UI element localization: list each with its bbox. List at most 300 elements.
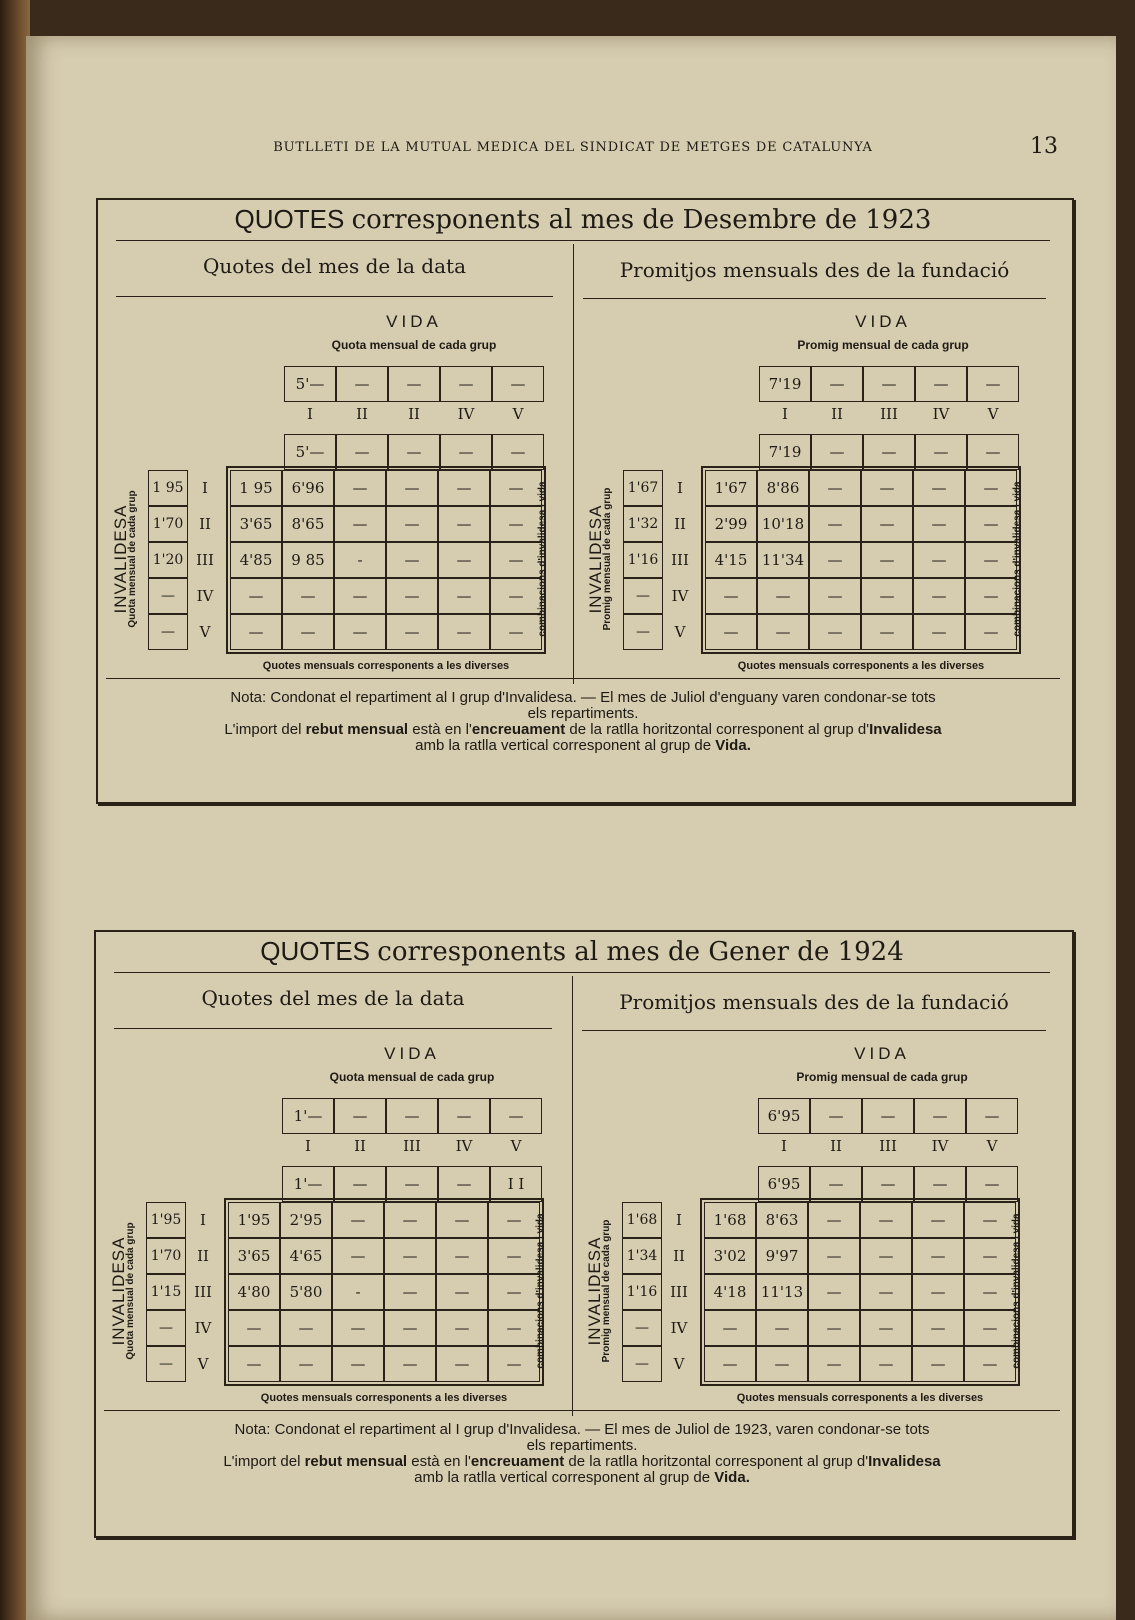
right-vida-row2-cell: 6'95 <box>758 1166 810 1202</box>
right-invalidesa-label: INVALIDESA <box>586 504 605 614</box>
right-combination-cell: — <box>860 1238 912 1274</box>
left-combination-cell: — <box>334 614 386 650</box>
left-vida-row-cell: — <box>334 1098 386 1134</box>
left-inv-group-label: I <box>202 479 208 497</box>
right-vida-row-cell: — <box>967 366 1019 402</box>
right-roman-row-cell: IV <box>931 1137 949 1155</box>
left-vida-row-cell: — <box>440 366 492 402</box>
right-inv-quota-cell: 1'67 <box>623 470 663 506</box>
right-roman-row-cell: II <box>830 1137 842 1155</box>
left-combination-cell: — <box>488 1238 540 1274</box>
right-vida-row-cell: — <box>810 1098 862 1134</box>
left-inv-group-label: V <box>197 1355 209 1373</box>
nota-line-1 <box>104 1422 1060 1438</box>
left-combination-cell: — <box>436 1310 488 1346</box>
nota-fragment: amb la ratlla vertical corresponent al grup de <box>414 1469 715 1486</box>
page-number: 13 <box>1030 134 1058 159</box>
right-roman-row-cell: III <box>880 405 898 423</box>
left-combination-cell: - <box>334 542 386 578</box>
left-combination-cell: — <box>436 1274 488 1310</box>
right-roman-row-cell: I <box>782 405 788 423</box>
right-combination-cell: — <box>964 1202 1016 1238</box>
right-combination-cell: — <box>756 1346 808 1382</box>
left-roman-row-cell: II <box>354 1137 366 1155</box>
left-inv-quota-cell: 1'95 <box>146 1202 186 1238</box>
left-combination-cell: — <box>488 1274 540 1310</box>
right-combination-cell: — <box>965 614 1017 650</box>
right-combination-cell: — <box>861 470 913 506</box>
left-inv-quota-cell: — <box>148 578 188 614</box>
right-combination-cell: — <box>965 542 1017 578</box>
left-vida-row2-cell: 5'— <box>284 434 336 470</box>
right-combination-cell: 1'67 <box>705 470 757 506</box>
nota-fragment: de la ratlla horitzontal corresponent al grup d' <box>565 721 870 738</box>
left-heading: Quotes del mes de la data <box>203 254 466 278</box>
right-combination-cell: — <box>860 1202 912 1238</box>
left-inv-quota-cell: 1'70 <box>148 506 188 542</box>
right-inv-quota-cell: — <box>622 1346 662 1382</box>
left-combination-cell: 8'65 <box>282 506 334 542</box>
right-combination-cell: — <box>861 578 913 614</box>
title-rule <box>116 240 1050 241</box>
left-vida-sub: Quota mensual de cada grup <box>331 338 497 352</box>
left-combination-cell: — <box>436 1238 488 1274</box>
nota-block <box>106 690 1060 754</box>
left-combination-cell: — <box>438 506 490 542</box>
right-combination-cell: 3'02 <box>704 1238 756 1274</box>
right-footer-caption: Quotes mensuals corresponents a les diverses <box>737 660 985 672</box>
left-combination-cell: 2'95 <box>280 1202 332 1238</box>
right-inv-group-label: II <box>673 1247 685 1265</box>
left-invalidesa-label: INVALIDESA <box>111 504 130 614</box>
right-vida-sub: Promig mensual de cada grup <box>796 1070 968 1084</box>
right-combination-cell: 11'34 <box>757 542 809 578</box>
right-combination-cell: — <box>913 506 965 542</box>
right-combination-cell: — <box>912 1238 964 1274</box>
left-combination-cell: — <box>490 506 542 542</box>
left-combination-cell: — <box>332 1346 384 1382</box>
left-combination-cell: — <box>384 1346 436 1382</box>
left-combinacions-label: combinacions d'invalidesa i vida <box>535 1213 546 1369</box>
nota-fragment: Invalidesa <box>868 1453 941 1470</box>
right-combination-cell: — <box>912 1346 964 1382</box>
left-roman-row-cell: IV <box>457 405 475 423</box>
right-combination-cell: — <box>964 1310 1016 1346</box>
right-combination-cell: — <box>913 578 965 614</box>
left-combination-cell: — <box>386 470 438 506</box>
right-combination-cell: — <box>860 1346 912 1382</box>
left-vida-row-cell: — <box>336 366 388 402</box>
panel-title <box>94 936 1070 967</box>
right-combination-cell: — <box>704 1346 756 1382</box>
right-roman-row-cell: IV <box>932 405 950 423</box>
right-combinacions-label: combinacions d'invalidesa i vida <box>1012 481 1023 637</box>
right-combination-cell: — <box>809 578 861 614</box>
left-roman-row-cell: V <box>510 1137 522 1155</box>
right-vida-row2-cell: — <box>810 1166 862 1202</box>
nota-line-1 <box>106 690 1060 706</box>
right-combination-cell: — <box>964 1238 1016 1274</box>
left-combination-cell: — <box>386 578 438 614</box>
right-inv-quota-cell: 1'68 <box>622 1202 662 1238</box>
left-combination-cell: — <box>490 470 542 506</box>
left-vida-label: VIDA <box>384 1044 440 1063</box>
center-divider <box>573 244 574 684</box>
right-invalidesa-sub: Promig mensual de cada grup <box>601 1219 612 1363</box>
right-combination-cell: — <box>912 1274 964 1310</box>
right-roman-row-cell: I <box>781 1137 787 1155</box>
left-vida-row-cell: 1'— <box>282 1098 334 1134</box>
nota-line-4 <box>106 738 1060 754</box>
left-vida-row2-cell: — <box>492 434 544 470</box>
left-combination-cell: — <box>282 614 334 650</box>
right-combinacions-label: combinacions d'invalidesa i vida <box>1011 1213 1022 1369</box>
right-combination-cell: — <box>808 1346 860 1382</box>
left-vida-row2-cell: — <box>440 434 492 470</box>
right-roman-row-cell: III <box>879 1137 897 1155</box>
right-invalidesa-label: INVALIDESA <box>585 1236 604 1346</box>
nota-label: Nota: <box>234 1421 271 1438</box>
left-combination-cell: 4'80 <box>228 1274 280 1310</box>
right-combination-cell: — <box>913 614 965 650</box>
nota-line-2: els repartiments. <box>526 1437 638 1454</box>
right-vida-label: VIDA <box>855 312 911 331</box>
nota-fragment: encreuament <box>470 1453 565 1470</box>
left-inv-group-label: II <box>197 1247 209 1265</box>
left-combination-cell: — <box>334 578 386 614</box>
nota-fragment: rebut mensual <box>304 1453 408 1470</box>
right-inv-group-label: V <box>674 623 686 641</box>
right-roman-row-cell: V <box>986 1137 998 1155</box>
left-combination-cell: — <box>334 506 386 542</box>
left-combination-cell: — <box>384 1274 436 1310</box>
right-combination-cell: — <box>809 542 861 578</box>
right-combination-cell: — <box>808 1202 860 1238</box>
left-vida-label: VIDA <box>386 312 442 331</box>
left-combination-cell: 9 85 <box>282 542 334 578</box>
right-inv-group-label: V <box>673 1355 685 1373</box>
right-combination-cell: — <box>861 542 913 578</box>
right-vida-row2-cell: — <box>967 434 1019 470</box>
nota-block <box>104 1422 1060 1486</box>
nota-fragment: Invalidesa <box>869 721 942 738</box>
nota-fragment: L'import del <box>224 721 306 738</box>
right-vida-row2-cell: — <box>862 1166 914 1202</box>
right-combination-cell: — <box>705 578 757 614</box>
right-combination-cell: — <box>964 1346 1016 1382</box>
right-invalidesa-sub: Promig mensual de cada grup <box>602 487 613 631</box>
right-heading: Promitjos mensuals des de la fundació <box>619 258 1010 282</box>
left-combination-cell: — <box>228 1310 280 1346</box>
nota-fragment: de la ratlla horitzontal corresponent al grup d' <box>564 1453 869 1470</box>
right-combination-cell: 4'18 <box>704 1274 756 1310</box>
left-combination-cell: — <box>436 1202 488 1238</box>
right-inv-group-label: II <box>674 515 686 533</box>
right-inv-group-label: III <box>670 1283 688 1301</box>
right-vida-row2-cell: 7'19 <box>759 434 811 470</box>
left-combination-cell: — <box>490 614 542 650</box>
right-combination-cell: — <box>913 470 965 506</box>
right-vida-row-cell: — <box>966 1098 1018 1134</box>
left-combination-cell: — <box>438 578 490 614</box>
left-roman-row-cell: V <box>512 405 524 423</box>
left-heading-rule <box>116 296 553 297</box>
left-combination-cell: — <box>386 614 438 650</box>
nota-fragment: està en l' <box>407 1453 471 1470</box>
right-combination-cell: — <box>809 470 861 506</box>
nota-text-1: Condonat el repartiment al I grup d'Invalidesa. — El mes de Juliol de 1923, varen condonar-se tots <box>274 1421 930 1438</box>
left-combination-cell: — <box>332 1202 384 1238</box>
left-invalidesa-label: INVALIDESA <box>109 1236 128 1346</box>
right-combination-cell: 8'63 <box>756 1202 808 1238</box>
right-heading-rule <box>583 298 1046 299</box>
left-roman-row-cell: I <box>305 1137 311 1155</box>
left-vida-row2-cell: — <box>388 434 440 470</box>
left-inv-quota-cell: 1 95 <box>148 470 188 506</box>
right-combination-cell: — <box>704 1310 756 1346</box>
left-combination-cell: — <box>280 1346 332 1382</box>
left-inv-group-label: IV <box>196 587 214 605</box>
left-combination-cell: — <box>438 542 490 578</box>
left-combination-cell: 3'65 <box>230 506 282 542</box>
right-combination-cell: — <box>913 542 965 578</box>
right-inv-group-label: I <box>677 479 683 497</box>
left-roman-row-cell: IV <box>455 1137 473 1155</box>
right-heading-rule <box>582 1030 1046 1031</box>
left-combination-cell: 6'96 <box>282 470 334 506</box>
right-vida-row-cell: 6'95 <box>758 1098 810 1134</box>
panel-title-word: QUOTES <box>260 936 371 966</box>
right-vida-row-cell: — <box>811 366 863 402</box>
right-combination-cell: — <box>705 614 757 650</box>
left-inv-group-label: II <box>199 515 211 533</box>
left-vida-row-cell: — <box>438 1098 490 1134</box>
right-vida-row2-cell: — <box>811 434 863 470</box>
right-vida-row-cell: — <box>863 366 915 402</box>
right-vida-row2-cell: — <box>966 1166 1018 1202</box>
nota-line-2: els repartiments. <box>527 705 639 722</box>
right-combination-cell: — <box>965 470 1017 506</box>
nota-line-3 <box>106 722 1060 738</box>
left-inv-quota-cell: 1'15 <box>146 1274 186 1310</box>
right-combination-cell: — <box>808 1274 860 1310</box>
left-vida-sub: Quota mensual de cada grup <box>329 1070 495 1084</box>
left-combination-cell: — <box>488 1310 540 1346</box>
left-roman-row-cell: III <box>403 1137 421 1155</box>
right-vida-row2-cell: — <box>863 434 915 470</box>
right-roman-row-cell: V <box>987 405 999 423</box>
center-divider <box>572 976 573 1416</box>
left-vida-row2-cell: — <box>336 434 388 470</box>
left-vida-row-cell: — <box>386 1098 438 1134</box>
left-combination-cell: 4'85 <box>230 542 282 578</box>
right-combination-cell: — <box>756 1310 808 1346</box>
right-combination-cell: — <box>861 506 913 542</box>
right-combination-cell: 8'86 <box>757 470 809 506</box>
nota-fragment: amb la ratlla vertical corresponent al grup de <box>415 737 716 754</box>
right-inv-quota-cell: — <box>622 1310 662 1346</box>
left-inv-quota-cell: — <box>148 614 188 650</box>
right-vida-row-cell: 7'19 <box>759 366 811 402</box>
left-combination-cell: — <box>386 542 438 578</box>
nota-fragment: Vida. <box>714 1469 750 1486</box>
left-combination-cell: — <box>282 578 334 614</box>
left-invalidesa-sub: Quota mensual de cada grup <box>125 1222 136 1360</box>
left-combination-cell: — <box>332 1238 384 1274</box>
left-inv-group-label: IV <box>194 1319 212 1337</box>
right-combination-cell: 2'99 <box>705 506 757 542</box>
right-heading: Promitjos mensuals des de la fundació <box>619 990 1009 1014</box>
right-combination-cell: — <box>861 614 913 650</box>
right-combination-frame <box>701 466 1021 654</box>
right-combination-cell: — <box>965 506 1017 542</box>
left-combinacions-label: combinacions d'invalidesa i vida <box>537 481 548 637</box>
left-combination-cell: — <box>280 1310 332 1346</box>
left-combination-cell: — <box>230 614 282 650</box>
left-inv-group-label: III <box>196 551 214 569</box>
left-combination-cell: — <box>386 506 438 542</box>
right-combination-cell: — <box>964 1274 1016 1310</box>
left-combination-cell: — <box>230 578 282 614</box>
left-vida-row-cell: — <box>490 1098 542 1134</box>
right-combination-frame <box>700 1198 1020 1386</box>
left-vida-row-cell: — <box>388 366 440 402</box>
right-combination-cell: — <box>809 506 861 542</box>
left-combination-cell: — <box>438 470 490 506</box>
right-inv-quota-cell: — <box>623 614 663 650</box>
left-inv-group-label: I <box>200 1211 206 1229</box>
left-combination-cell: 5'80 <box>280 1274 332 1310</box>
right-inv-group-label: IV <box>671 587 689 605</box>
right-combination-cell: — <box>757 614 809 650</box>
right-combination-cell: — <box>860 1310 912 1346</box>
left-vida-row-cell: 5'— <box>284 366 336 402</box>
right-footer-caption: Quotes mensuals corresponents a les diverses <box>736 1392 984 1404</box>
left-combination-cell: — <box>490 542 542 578</box>
right-vida-row-cell: — <box>915 366 967 402</box>
panel-title <box>96 204 1070 235</box>
left-vida-row2-cell: — <box>438 1166 490 1202</box>
right-combination-cell: — <box>757 578 809 614</box>
right-combination-cell: — <box>808 1310 860 1346</box>
panel-title-word: QUOTES <box>234 204 345 234</box>
nota-line-4 <box>104 1470 1060 1486</box>
left-roman-row-cell: II <box>408 405 420 423</box>
left-combination-cell: — <box>436 1346 488 1382</box>
right-combination-cell: 11'13 <box>756 1274 808 1310</box>
left-inv-group-label: V <box>199 623 211 641</box>
left-combination-cell: — <box>332 1310 384 1346</box>
left-combination-cell: — <box>384 1202 436 1238</box>
left-combination-cell: — <box>228 1346 280 1382</box>
left-inv-quota-cell: — <box>146 1310 186 1346</box>
left-roman-row-cell: I <box>307 405 313 423</box>
left-heading-rule <box>114 1028 552 1029</box>
right-combination-cell: — <box>809 614 861 650</box>
left-roman-row-cell: II <box>356 405 368 423</box>
title-rule <box>114 972 1050 973</box>
nota-rule <box>106 678 1060 679</box>
left-combination-cell: - <box>332 1274 384 1310</box>
nota-fragment: L'import del <box>223 1453 305 1470</box>
panel-title-rest: corresponents al mes de Gener de 1924 <box>377 937 904 967</box>
right-combination-cell: — <box>912 1310 964 1346</box>
right-combination-cell: — <box>860 1274 912 1310</box>
right-inv-group-label: IV <box>670 1319 688 1337</box>
left-combination-cell: 1'95 <box>228 1202 280 1238</box>
left-combination-cell: 3'65 <box>228 1238 280 1274</box>
left-vida-row2-cell: 1'— <box>282 1166 334 1202</box>
nota-label: Nota: <box>230 689 267 706</box>
right-vida-row2-cell: — <box>914 1166 966 1202</box>
panel-title-rest: corresponents al mes de Desembre de 1923 <box>351 205 932 235</box>
left-heading: Quotes del mes de la data <box>201 986 465 1010</box>
left-invalidesa-sub: Quota mensual de cada grup <box>127 490 138 628</box>
left-combination-frame <box>226 466 546 654</box>
left-combination-cell: — <box>438 614 490 650</box>
right-combination-cell: 10'18 <box>757 506 809 542</box>
right-inv-quota-cell: 1'16 <box>622 1274 662 1310</box>
nota-fragment: està en l' <box>408 721 472 738</box>
right-inv-quota-cell: 1'32 <box>623 506 663 542</box>
right-inv-group-label: III <box>671 551 689 569</box>
right-inv-quota-cell: — <box>623 578 663 614</box>
right-combination-cell: — <box>965 578 1017 614</box>
left-combination-cell: — <box>488 1202 540 1238</box>
left-footer-caption: Quotes mensuals corresponents a les diverses <box>260 1392 508 1404</box>
right-combination-cell: — <box>912 1202 964 1238</box>
left-combination-cell: — <box>334 470 386 506</box>
left-vida-row2-cell: I I <box>490 1166 542 1202</box>
right-inv-quota-cell: 1'16 <box>623 542 663 578</box>
right-combination-cell: 1'68 <box>704 1202 756 1238</box>
right-inv-group-label: I <box>676 1211 682 1229</box>
right-vida-row-cell: — <box>862 1098 914 1134</box>
left-combination-frame <box>224 1198 544 1386</box>
left-vida-row2-cell: — <box>386 1166 438 1202</box>
left-combination-cell: — <box>384 1238 436 1274</box>
left-combination-cell: — <box>488 1346 540 1382</box>
right-vida-label: VIDA <box>854 1044 910 1063</box>
left-combination-cell: — <box>384 1310 436 1346</box>
right-roman-row-cell: II <box>831 405 843 423</box>
right-combination-cell: — <box>808 1238 860 1274</box>
nota-rule <box>104 1410 1060 1411</box>
left-inv-quota-cell: — <box>146 1346 186 1382</box>
right-combination-cell: 4'15 <box>705 542 757 578</box>
right-vida-row2-cell: — <box>915 434 967 470</box>
nota-text-1: Condonat el repartiment al I grup d'Invalidesa. — El mes de Juliol d'enguany varen condonar-se tots <box>270 689 936 706</box>
nota-line-3 <box>104 1454 1060 1470</box>
left-inv-quota-cell: 1'70 <box>146 1238 186 1274</box>
right-vida-sub: Promig mensual de cada grup <box>797 338 969 352</box>
right-combination-cell: 9'97 <box>756 1238 808 1274</box>
nota-fragment: Vida. <box>715 737 751 754</box>
left-combination-cell: 4'65 <box>280 1238 332 1274</box>
left-combination-cell: 1 95 <box>230 470 282 506</box>
left-inv-group-label: III <box>194 1283 212 1301</box>
nota-fragment: encreuament <box>471 721 566 738</box>
nota-fragment: rebut mensual <box>305 721 409 738</box>
left-vida-row2-cell: — <box>334 1166 386 1202</box>
left-inv-quota-cell: 1'20 <box>148 542 188 578</box>
left-combination-cell: — <box>490 578 542 614</box>
right-inv-quota-cell: 1'34 <box>622 1238 662 1274</box>
running-title: BUTLLETI DE LA MUTUAL MEDICA DEL SINDICAT DE METGES DE CATALUNYA <box>273 140 873 155</box>
right-vida-row-cell: — <box>914 1098 966 1134</box>
left-footer-caption: Quotes mensuals corresponents a les diverses <box>262 660 510 672</box>
left-vida-row-cell: — <box>492 366 544 402</box>
